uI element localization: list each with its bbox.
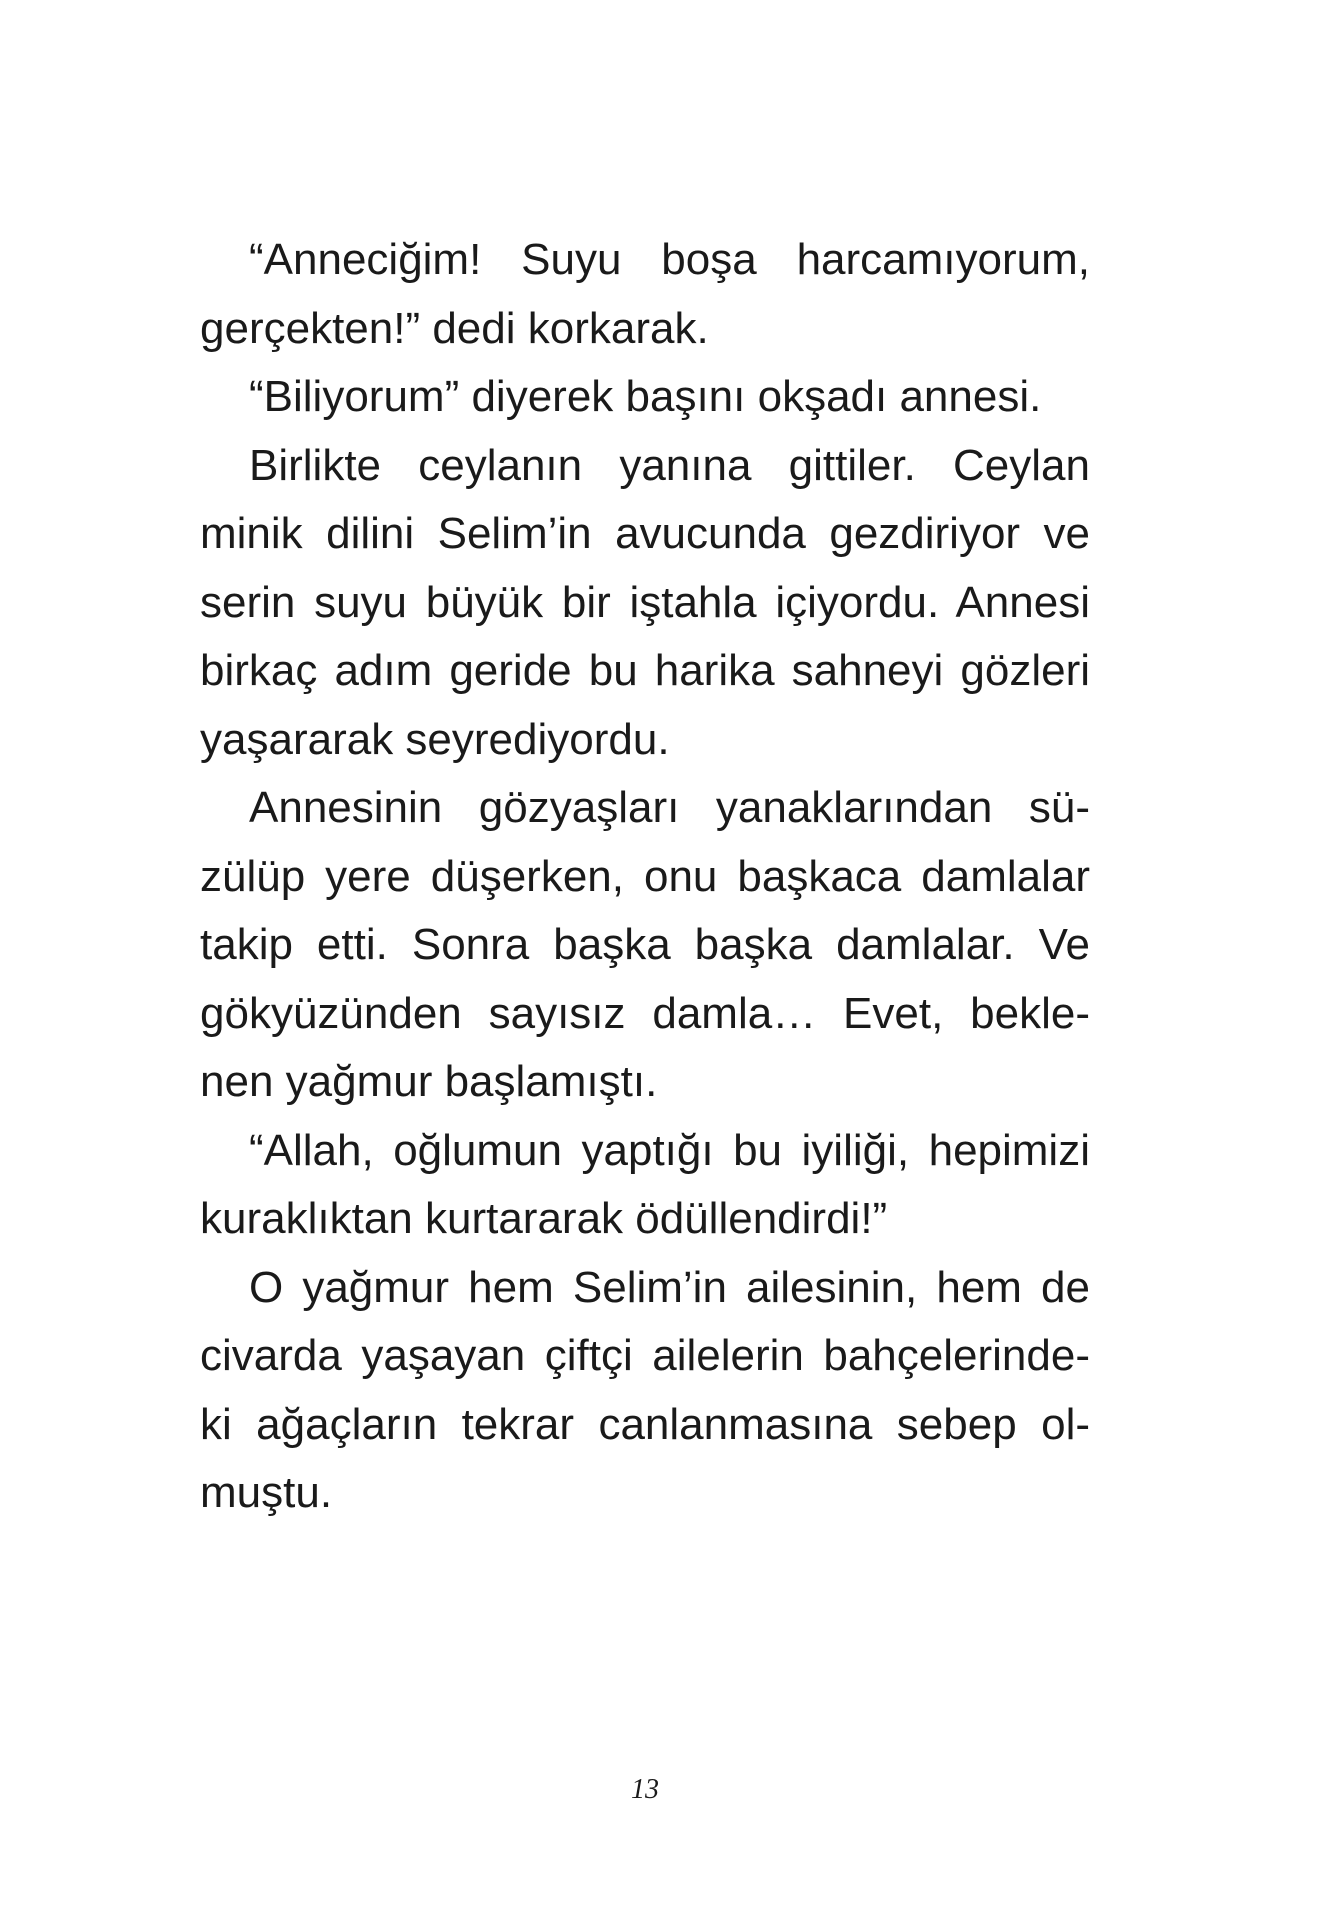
text-line: takip etti. Sonra başka başka damlalar. Ve (200, 920, 1090, 969)
body-text (200, 226, 1090, 1528)
text-line: “Allah, oğlumun yaptığı bu iyiliği, hepimizi (249, 1125, 1090, 1175)
text-line: serin suyu büyük bir iştahla içiyordu. Annesi (200, 577, 1090, 627)
page-number: 13 (631, 1774, 659, 1805)
text-line: gerçekten!” dedi korkarak. (200, 303, 709, 353)
text-line: zülüp yere düşerken, onu başkaca damlalar (200, 851, 1090, 901)
text-line: O yağmur hem Selim’in ailesinin, hem de (249, 1262, 1090, 1312)
text-line: ki ağaçların tekrar canlanmasına sebep ol- (200, 1399, 1090, 1449)
text-line: birkaç adım geride bu harika sahneyi gözleri (200, 646, 1090, 695)
text-line: minik dilini Selim’in avucunda gezdiriyor ve (200, 509, 1090, 558)
text-line: “Biliyorum” diyerek başını okşadı annesi. (249, 372, 1042, 421)
text-line: gökyüzünden sayısız damla… Evet, bekle- (200, 988, 1090, 1038)
text-line: nen yağmur başlamıştı. (200, 1057, 658, 1106)
text-line: Annesinin gözyaşları yanaklarından sü- (249, 783, 1090, 832)
text-line: yaşararak seyrediyordu. (200, 714, 670, 764)
text-line: Birlikte ceylanın yanına gittiler. Ceylan (249, 440, 1090, 490)
text-line: “Anneciğim! Suyu boşa harcamıyorum, (249, 235, 1090, 284)
text-line: muştu. (200, 1468, 333, 1517)
text-line: civarda yaşayan çiftçi ailelerin bahçelerinde- (200, 1331, 1090, 1380)
text-line: kuraklıktan kurtararak ödüllendirdi!” (200, 1194, 888, 1243)
